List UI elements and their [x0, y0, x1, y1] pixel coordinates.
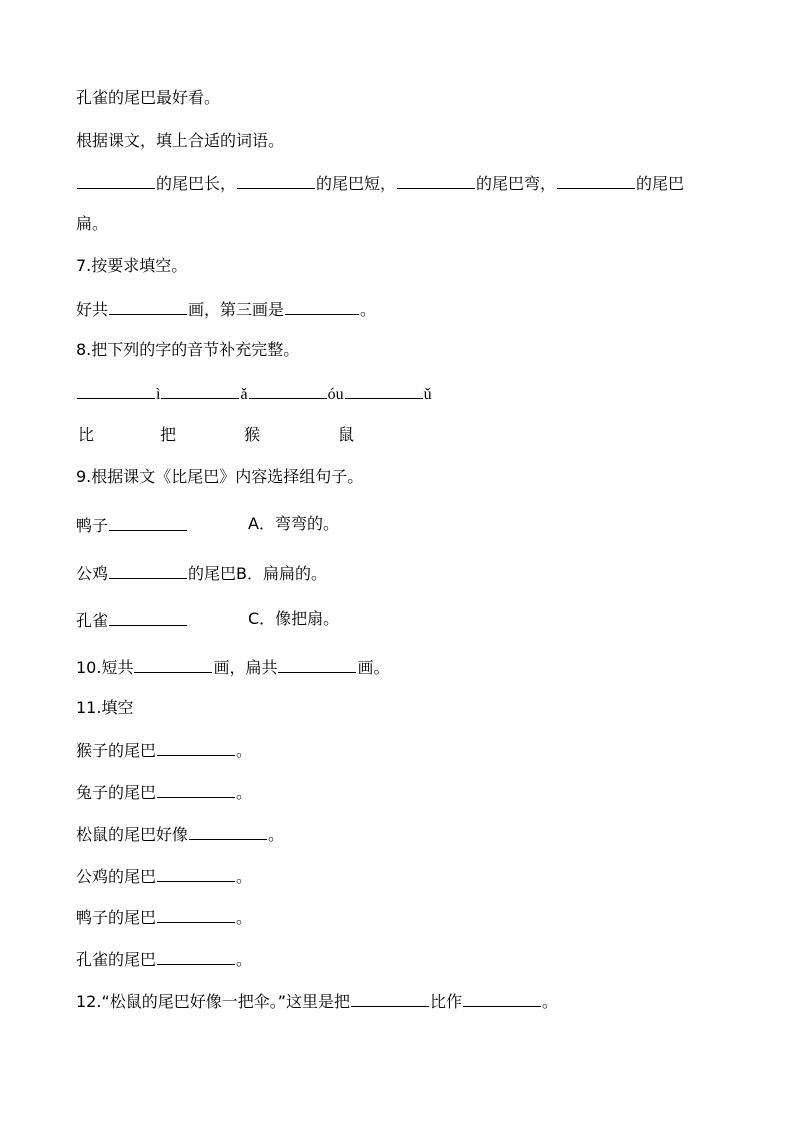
- q10-text: 画。: [357, 658, 390, 677]
- answer-blank[interactable]: [157, 906, 235, 923]
- fill-tail-line: [76, 172, 684, 194]
- pinyin-fragment: ì: [156, 386, 161, 403]
- match-option: C．像把扇。: [248, 609, 340, 628]
- answer-blank[interactable]: [278, 656, 356, 673]
- phrase-text: 的尾巴弯，: [476, 174, 557, 193]
- match-subject: 鸭子: [76, 516, 109, 535]
- character: 把: [160, 425, 177, 444]
- answer-blank[interactable]: [397, 172, 475, 189]
- answer-blank[interactable]: [345, 382, 423, 399]
- pinyin-fragment: ǔ: [423, 386, 432, 403]
- fill-suffix: 。: [236, 950, 253, 969]
- fill-suffix: 。: [236, 741, 253, 760]
- fill-item: [76, 906, 252, 928]
- question-7-title: 7.按要求填空。: [76, 256, 188, 275]
- q7-text: 。: [360, 300, 377, 319]
- answer-blank[interactable]: [557, 172, 635, 189]
- fill-prefix: 松鼠的尾巴好像: [76, 825, 189, 844]
- answer-blank[interactable]: [109, 298, 187, 315]
- fill-suffix: 。: [236, 908, 253, 927]
- answer-blank[interactable]: [157, 739, 235, 756]
- q12-text: 。: [542, 992, 559, 1011]
- question-8-title: 8.把下列的字的音节补充完整。: [76, 340, 300, 359]
- fill-item: [76, 948, 252, 970]
- fill-suffix: 。: [236, 783, 253, 802]
- pinyin-fragment: ǎ: [240, 386, 248, 403]
- fill-item: [76, 739, 252, 761]
- answer-blank[interactable]: [189, 823, 267, 840]
- q10-text: 画，扁共: [213, 658, 278, 677]
- match-option: A．弯弯的。: [248, 514, 339, 533]
- fill-suffix: 。: [268, 825, 285, 844]
- pinyin-line: [76, 382, 432, 405]
- fill-item: [76, 823, 284, 845]
- answer-blank[interactable]: [249, 382, 327, 399]
- character: 猴: [244, 425, 261, 444]
- question-9-title: 9.根据课文《比尾巴》内容选择组句子。: [76, 467, 364, 486]
- answer-blank[interactable]: [463, 990, 541, 1007]
- fill-prefix: 孔雀的尾巴: [76, 950, 157, 969]
- match-middle: 的尾巴: [188, 564, 237, 583]
- fill-prefix: 鸭子的尾巴: [76, 908, 157, 927]
- answer-blank[interactable]: [134, 656, 212, 673]
- answer-blank[interactable]: [157, 948, 235, 965]
- fill-tail-line-end: 扁。: [76, 214, 109, 233]
- instruction-fill-words: 根据课文，填上合适的词语。: [76, 131, 285, 150]
- answer-blank[interactable]: [77, 382, 155, 399]
- match-subject: 公鸡: [76, 564, 109, 583]
- q12-text: 比作: [430, 992, 463, 1011]
- answer-blank[interactable]: [109, 609, 187, 626]
- sentence-peacock: 孔雀的尾巴最好看。: [76, 88, 221, 107]
- character-row: [76, 425, 396, 445]
- answer-blank[interactable]: [109, 514, 187, 531]
- fill-item: [76, 865, 252, 887]
- fill-item: [76, 781, 252, 803]
- answer-blank[interactable]: [77, 172, 155, 189]
- match-subject: 孔雀: [76, 611, 109, 630]
- answer-blank[interactable]: [161, 382, 239, 399]
- question-7-line: [76, 298, 376, 320]
- answer-blank[interactable]: [157, 865, 235, 882]
- match-row: [76, 514, 188, 536]
- character: 鼠: [338, 425, 355, 444]
- question-11-title: 11.填空: [76, 698, 134, 717]
- fill-suffix: 。: [236, 867, 253, 886]
- q7-text: 画，第三画是: [188, 300, 285, 319]
- character: 比: [78, 425, 95, 444]
- fill-prefix: 公鸡的尾巴: [76, 867, 157, 886]
- fill-prefix: 猴子的尾巴: [76, 741, 157, 760]
- match-option: B．扁扁的。: [236, 564, 328, 583]
- question-10-line: [76, 656, 389, 678]
- match-row: [76, 609, 188, 631]
- answer-blank[interactable]: [237, 172, 315, 189]
- answer-blank[interactable]: [109, 562, 187, 579]
- answer-blank[interactable]: [157, 781, 235, 798]
- fill-prefix: 兔子的尾巴: [76, 783, 157, 802]
- pinyin-fragment: óu: [327, 386, 344, 403]
- q7-text: 好共: [76, 300, 109, 319]
- match-row: [76, 562, 327, 584]
- answer-blank[interactable]: [351, 990, 429, 1007]
- question-12-line: [76, 990, 558, 1012]
- q10-text: 10.短共: [76, 658, 134, 677]
- phrase-text: 的尾巴长，: [156, 174, 237, 193]
- q12-text: 12.“松鼠的尾巴好像一把伞。”这里是把: [76, 992, 351, 1011]
- phrase-text: 的尾巴短，: [316, 174, 397, 193]
- answer-blank[interactable]: [285, 298, 359, 315]
- phrase-text: 的尾巴: [636, 174, 685, 193]
